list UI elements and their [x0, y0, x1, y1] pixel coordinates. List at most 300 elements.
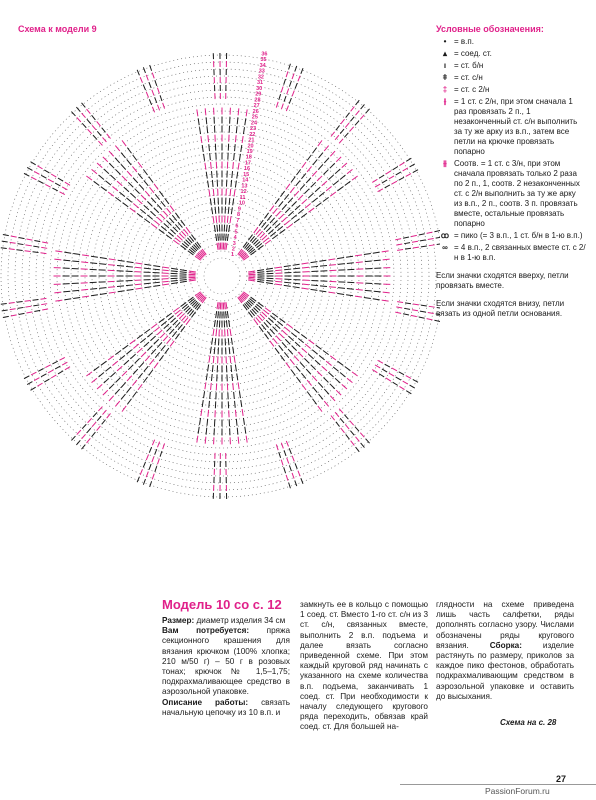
stitch-mark: [219, 243, 220, 250]
fan-stitch-mark: [149, 82, 151, 88]
stitch-mark: [292, 346, 297, 351]
stitch-mark: [313, 387, 317, 392]
stitch-mark: [214, 320, 215, 327]
fan-stitch-mark: [41, 304, 47, 305]
stitch-mark: [212, 365, 213, 372]
fan-stitch-mark: [17, 250, 23, 251]
fan-stitch-mark: [379, 374, 384, 377]
fan-stitch-mark: [152, 73, 154, 79]
stitch-mark: [345, 367, 351, 371]
stitch-mark: [100, 258, 107, 259]
stitch-mark: [284, 269, 291, 270]
fan-stitch-mark: [93, 135, 97, 139]
stitch-mark: [149, 177, 153, 183]
stitch-mark: [213, 329, 214, 336]
stitch-mark: [383, 292, 390, 293]
stitch-mark: [340, 373, 345, 377]
fan-stitch-mark: [289, 64, 291, 70]
stitch-mark: [319, 260, 326, 261]
fan-stitch-mark: [97, 131, 101, 136]
stitch-mark: [257, 280, 264, 281]
fan-stitch-mark: [33, 246, 39, 247]
stitch-mark: [226, 225, 227, 232]
stitch-mark: [54, 292, 61, 293]
fan-stitch-mark: [301, 68, 303, 74]
stitch-mark: [330, 163, 335, 168]
stitch-mark: [226, 234, 227, 241]
sc-icon: ı: [443, 61, 447, 70]
fan-stitch-mark: [360, 433, 364, 437]
stitch-mark: [230, 189, 231, 196]
fan-stitch-mark: [289, 81, 291, 87]
fan-stitch-mark: [404, 243, 410, 244]
stitch-mark: [135, 189, 140, 194]
stitch-mark: [206, 428, 207, 435]
fan-stitch-mark: [33, 305, 39, 306]
stitch-mark: [147, 201, 152, 206]
stitch-mark: [333, 367, 338, 371]
fan-stitch-mark: [3, 235, 9, 236]
stitch-mark: [135, 284, 142, 285]
fan-stitch-mark: [350, 421, 354, 425]
stitch-mark: [313, 148, 317, 154]
stitch-mark: [364, 297, 371, 298]
stitch-mark: [323, 377, 328, 382]
description-text-part2: замкнуть ее в кольцо с помощью 1 соед. ст. Вместо 1-го ст. с/н из 3 ст. с/н, связанных вместе, выполнить 2 в.п. подъема и далее вязать согласно приведенной схеме. При этом каждый круговой ряд начинать с указанного на схеме количества в.п. подъема, заканчивать 1 соед. ст. При необходимости к началу следующего кругового ряда переходить, обвязав край соед. ст. Для большей на-: [300, 600, 428, 732]
stitch-mark: [118, 291, 125, 292]
stitch-mark: [264, 224, 269, 229]
stitch-mark: [241, 145, 242, 152]
stitch-mark: [209, 189, 210, 196]
stitch-mark: [173, 227, 178, 232]
stitch-mark: [275, 281, 282, 282]
text-column-1: [162, 616, 290, 718]
stitch-mark: [105, 181, 110, 185]
text-column-2: [300, 600, 428, 733]
fan-stitch-mark: [331, 416, 335, 421]
stitch-mark: [168, 316, 173, 320]
stitch-mark: [130, 340, 136, 344]
stitch-mark: [323, 170, 328, 175]
stitch-mark: [212, 207, 213, 214]
row-number: 20: [247, 143, 254, 150]
fan-stitch-mark: [146, 75, 148, 81]
fan-stitch-mark: [356, 437, 360, 442]
stitch-mark: [215, 207, 216, 214]
fan-stitch-mark: [25, 251, 31, 252]
stitch-mark: [147, 333, 152, 337]
stitch-mark: [328, 259, 335, 260]
stitch-mark: [171, 280, 178, 281]
fan-stitch-mark: [434, 320, 440, 321]
stitch-mark: [63, 291, 70, 292]
stitch-mark: [229, 198, 230, 205]
stitch-mark: [130, 193, 135, 198]
fan-stitch-mark: [31, 177, 36, 180]
fan-stitch-mark: [27, 382, 32, 385]
fan-stitch-mark: [428, 238, 434, 239]
legend-title: Условные обозначения:: [436, 24, 544, 34]
fan-stitch-mark: [51, 174, 56, 177]
fan-stitch-mark: [386, 378, 391, 381]
fan-stitch-mark: [382, 369, 387, 372]
stitch-mark: [202, 145, 203, 152]
row-number: 21: [248, 137, 255, 144]
chain-ring: [43, 97, 401, 455]
stitch-mark: [217, 243, 218, 250]
stitch-mark: [135, 358, 140, 363]
stitch-mark: [302, 384, 306, 390]
stitch-mark: [233, 347, 234, 354]
stitch-mark: [293, 287, 300, 288]
fan-stitch-mark: [378, 189, 383, 192]
fan-stitch-mark: [356, 447, 360, 452]
fan-stitch-mark: [55, 183, 60, 186]
stitch-mark: [175, 322, 180, 327]
stitch-mark: [373, 299, 380, 300]
fan-stitch-mark: [103, 410, 107, 415]
stitch-mark: [319, 291, 326, 292]
fan-stitch-mark: [289, 98, 291, 104]
fan-stitch-mark: [10, 309, 16, 310]
stitch-mark: [338, 288, 345, 289]
stitch-mark: [135, 288, 142, 289]
stitch-mark: [347, 378, 352, 382]
stitch-mark: [280, 191, 284, 197]
stitch-mark: [302, 263, 309, 264]
stitch-mark: [115, 158, 120, 163]
fan-stitch-mark: [389, 176, 394, 179]
fan-stitch-mark: [42, 309, 48, 310]
stitch-mark: [235, 144, 236, 151]
fan-stitch-mark: [24, 173, 29, 176]
stitch-mark: [329, 287, 336, 288]
fan-stitch-mark: [406, 158, 411, 161]
stitch-mark: [238, 382, 239, 389]
stitch-mark: [162, 270, 169, 271]
slip-stitch-icon: ▴: [442, 49, 447, 58]
fan-stitch-mark: [137, 477, 139, 483]
stitch-mark: [99, 264, 106, 265]
stitch-mark: [90, 263, 97, 264]
chain-ring: [204, 258, 240, 294]
fan-stitch-mark: [289, 465, 291, 471]
legend-row: [436, 231, 586, 241]
stitch-mark: [230, 216, 231, 223]
stitch-mark: [237, 373, 238, 380]
fan-stitch-mark: [82, 103, 86, 108]
fan-stitch-mark: [55, 366, 60, 369]
stitch-mark: [133, 204, 138, 208]
stitch-mark: [239, 391, 240, 398]
stitch-mark: [211, 171, 212, 178]
stitch-mark: [257, 272, 264, 273]
stitch-mark: [153, 285, 160, 286]
fan-stitch-mark: [406, 376, 411, 379]
stitch-mark: [288, 349, 293, 354]
stitch-mark: [165, 198, 169, 204]
fan-stitch-mark: [276, 444, 278, 450]
stitch-mark: [335, 378, 340, 383]
fan-stitch-mark: [157, 105, 159, 111]
needs-text: пряжа секционного крашения для вязания крючком (100% хлопка; 210 м/50 г) – 50 г в розовых тонах; крючок № 1,5–1,75; подкрахмаливающее средство в аэрозольной упаковке.: [162, 626, 290, 697]
stitch-mark: [91, 295, 98, 296]
stitch-mark: [161, 345, 165, 350]
stitch-mark: [291, 333, 296, 337]
stitch-mark: [275, 284, 282, 285]
fan-stitch-mark: [31, 372, 36, 375]
fan-stitch-mark: [397, 302, 403, 303]
stitch-mark: [159, 191, 163, 197]
stitch-mark: [202, 400, 203, 407]
stitch-mark: [155, 352, 159, 357]
fan-stitch-mark: [336, 125, 340, 130]
assembly-label: Сборка:: [489, 640, 522, 650]
stitch-mark: [288, 211, 293, 216]
fan-stitch-mark: [51, 375, 56, 378]
stitch-mark: [355, 255, 362, 256]
fan-stitch-mark: [88, 129, 92, 133]
fan-stitch-mark: [413, 304, 419, 305]
fan-stitch-mark: [295, 463, 297, 469]
row-number: 28: [254, 97, 261, 104]
stitch-mark: [64, 299, 71, 300]
stitch-mark: [94, 367, 100, 371]
stitch-mark: [167, 208, 171, 213]
stitch-mark: [268, 318, 273, 323]
row-number: 2: [231, 246, 235, 253]
stitch-mark: [209, 144, 210, 151]
fan-stitch-mark: [60, 357, 65, 360]
stitch-mark: [287, 224, 293, 228]
fan-stitch-mark: [386, 171, 391, 174]
stitch-mark: [337, 361, 343, 365]
row-number: 1: [230, 252, 235, 259]
stitch-mark: [137, 334, 143, 338]
stitch-mark: [121, 153, 125, 158]
stitch-mark: [275, 270, 282, 271]
row-number: 25: [251, 114, 258, 121]
stitch-mark: [122, 371, 127, 376]
stitch-mark: [328, 372, 333, 377]
legend-row: [436, 97, 586, 157]
stitch-mark: [189, 273, 196, 274]
stitch-mark: [115, 389, 120, 394]
stitch-mark: [130, 208, 136, 212]
stitch-mark: [104, 378, 109, 383]
stitch-mark: [209, 356, 210, 363]
fan-stitch-mark: [60, 192, 65, 195]
stitch-mark: [242, 409, 243, 416]
picot-icon: ꝏ: [440, 231, 450, 240]
legend-text: = ст. б/н: [454, 61, 484, 70]
stitch-mark: [144, 366, 148, 371]
stitch-mark: [284, 194, 288, 199]
stitch-mark: [189, 280, 196, 281]
stitch-mark: [232, 171, 233, 178]
stitch-mark: [294, 329, 300, 333]
fan-stitch-mark: [350, 127, 354, 131]
fan-stitch-mark: [281, 460, 283, 466]
chain-ring: [197, 251, 247, 301]
fan-stitch-mark: [157, 442, 159, 448]
stitch-mark: [138, 173, 142, 178]
fan-stitch-mark: [382, 180, 387, 183]
stitch-mark: [239, 154, 240, 161]
row-number: 17: [244, 160, 251, 167]
stitch-mark: [135, 267, 142, 268]
stitch-mark: [54, 259, 61, 260]
fan-stitch-mark: [403, 381, 408, 384]
stitch-mark: [219, 302, 220, 309]
stitch-mark: [296, 180, 300, 185]
stitch-mark: [121, 382, 126, 387]
stitch-mark: [226, 311, 227, 318]
stitch-mark: [217, 302, 218, 309]
stitch-mark: [352, 372, 358, 376]
stitch-mark: [92, 169, 97, 173]
stitch-mark: [267, 215, 271, 220]
fan-stitch-mark: [295, 66, 297, 72]
stitch-mark: [284, 327, 289, 331]
stitch-mark: [228, 207, 229, 214]
fan-stitch-mark: [152, 457, 154, 463]
stitch-mark: [328, 292, 335, 293]
fan-stitch-mark: [336, 422, 340, 427]
fan-stitch-mark: [82, 113, 86, 118]
stitch-mark: [235, 410, 236, 417]
fan-stitch-mark: [33, 299, 39, 300]
stitch-mark: [157, 342, 162, 347]
fan-stitch-mark: [44, 379, 49, 382]
stitch-mark: [127, 148, 131, 154]
stitch-mark: [81, 262, 88, 263]
stitch-mark: [266, 320, 271, 325]
stitch-mark: [201, 136, 202, 143]
fan-stitch-mark: [34, 240, 40, 241]
stitch-mark: [162, 284, 169, 285]
stitch-mark: [234, 189, 235, 196]
stitch-mark: [151, 198, 156, 203]
stitch-mark: [137, 213, 143, 217]
fan-stitch-mark: [45, 184, 50, 187]
stitch-mark: [279, 214, 284, 219]
stitch-mark: [217, 225, 218, 232]
stitch-mark: [82, 255, 89, 256]
fan-stitch-mark: [395, 312, 401, 313]
stitch-mark: [123, 345, 129, 349]
stitch-mark: [164, 324, 169, 329]
stitch-mark: [296, 366, 300, 371]
fan-stitch-mark: [379, 175, 384, 178]
fan-stitch-mark: [385, 364, 390, 367]
stitch-mark: [275, 223, 280, 228]
stitch-mark: [213, 356, 214, 363]
fan-stitch-mark: [149, 464, 151, 470]
stitch-mark: [210, 198, 211, 205]
stitch-mark: [97, 163, 102, 168]
stitch-mark: [342, 384, 347, 389]
stitch-mark: [127, 171, 132, 176]
stitch-mark: [277, 226, 282, 230]
fan-stitch-mark: [427, 319, 433, 320]
fan-stitch-mark: [281, 443, 283, 449]
stitch-mark: [109, 384, 114, 389]
fan-stitch-mark: [149, 447, 151, 453]
legend-text: Соотв. = 1 ст. с 3/н, при этом сначала провязать только 2 раза по 2 п., 1, соотв. 2 незаконченных ст. с 2/н выполнить за ту же арку из в.п., 2 п., соотв. 3 п. провязать вместе, остальные провязать попарно: [454, 159, 580, 228]
fan-stitch-mark: [143, 67, 145, 73]
stitch-mark: [245, 118, 246, 125]
stitch-mark: [55, 251, 62, 252]
stitch-mark: [279, 345, 283, 350]
stitch-mark: [280, 355, 284, 361]
stitch-mark: [170, 341, 174, 347]
row-number: 27: [253, 103, 260, 110]
stitch-mark: [333, 181, 338, 185]
stitch-mark: [226, 302, 227, 309]
stitch-mark: [319, 355, 324, 359]
stitch-mark: [141, 352, 146, 357]
stitch-mark: [266, 268, 273, 269]
stitch-mark: [211, 374, 212, 381]
stitch-mark: [245, 427, 246, 434]
stitch-mark: [170, 206, 174, 212]
row-number: 15: [243, 171, 250, 178]
fan-stitch-mark: [97, 416, 101, 421]
legend-text: = ст. с/н: [454, 73, 483, 82]
description-text-part1: связать начальную цепочку из 10 в.п. и: [162, 697, 290, 717]
fan-stitch-mark: [355, 427, 359, 431]
fan-stitch-mark: [295, 83, 297, 89]
stitch-mark: [347, 263, 354, 264]
legend-row: [436, 73, 586, 83]
stitch-mark: [116, 377, 121, 382]
row-number: 29: [255, 91, 262, 98]
stitch-mark: [101, 361, 107, 365]
stitch-mark: [210, 153, 211, 160]
scheme-title: Схема к модели 9: [18, 24, 97, 34]
row-number: 12: [240, 189, 247, 196]
stitch-mark: [302, 199, 307, 204]
stitch-mark: [300, 362, 305, 367]
stitch-mark: [347, 169, 352, 173]
stitch-mark: [217, 320, 218, 327]
fan-stitch-mark: [150, 481, 152, 487]
stitch-mark: [300, 184, 305, 189]
stitch-mark: [316, 203, 322, 207]
fan-stitch-mark: [298, 471, 300, 477]
stitch-mark: [197, 109, 198, 116]
stitch-mark: [166, 313, 172, 317]
stitch-mark: [124, 187, 129, 192]
stitch-mark: [140, 338, 145, 342]
stitch-mark: [318, 406, 322, 412]
stitch-mark: [320, 265, 327, 266]
stitch-mark: [346, 295, 353, 296]
stitch-mark: [294, 191, 299, 196]
stitch-mark: [284, 352, 288, 357]
stitch-mark: [126, 266, 133, 267]
fan-stitch-mark: [31, 162, 36, 165]
stitch-mark: [298, 352, 303, 357]
fan-stitch-mark: [289, 448, 291, 454]
stitch-mark: [175, 334, 179, 340]
stitch-mark: [211, 162, 212, 169]
fan-stitch-mark: [40, 298, 46, 299]
fan-stitch-mark: [429, 245, 435, 246]
row-number: 36: [261, 51, 268, 58]
stitch-mark: [214, 198, 215, 205]
